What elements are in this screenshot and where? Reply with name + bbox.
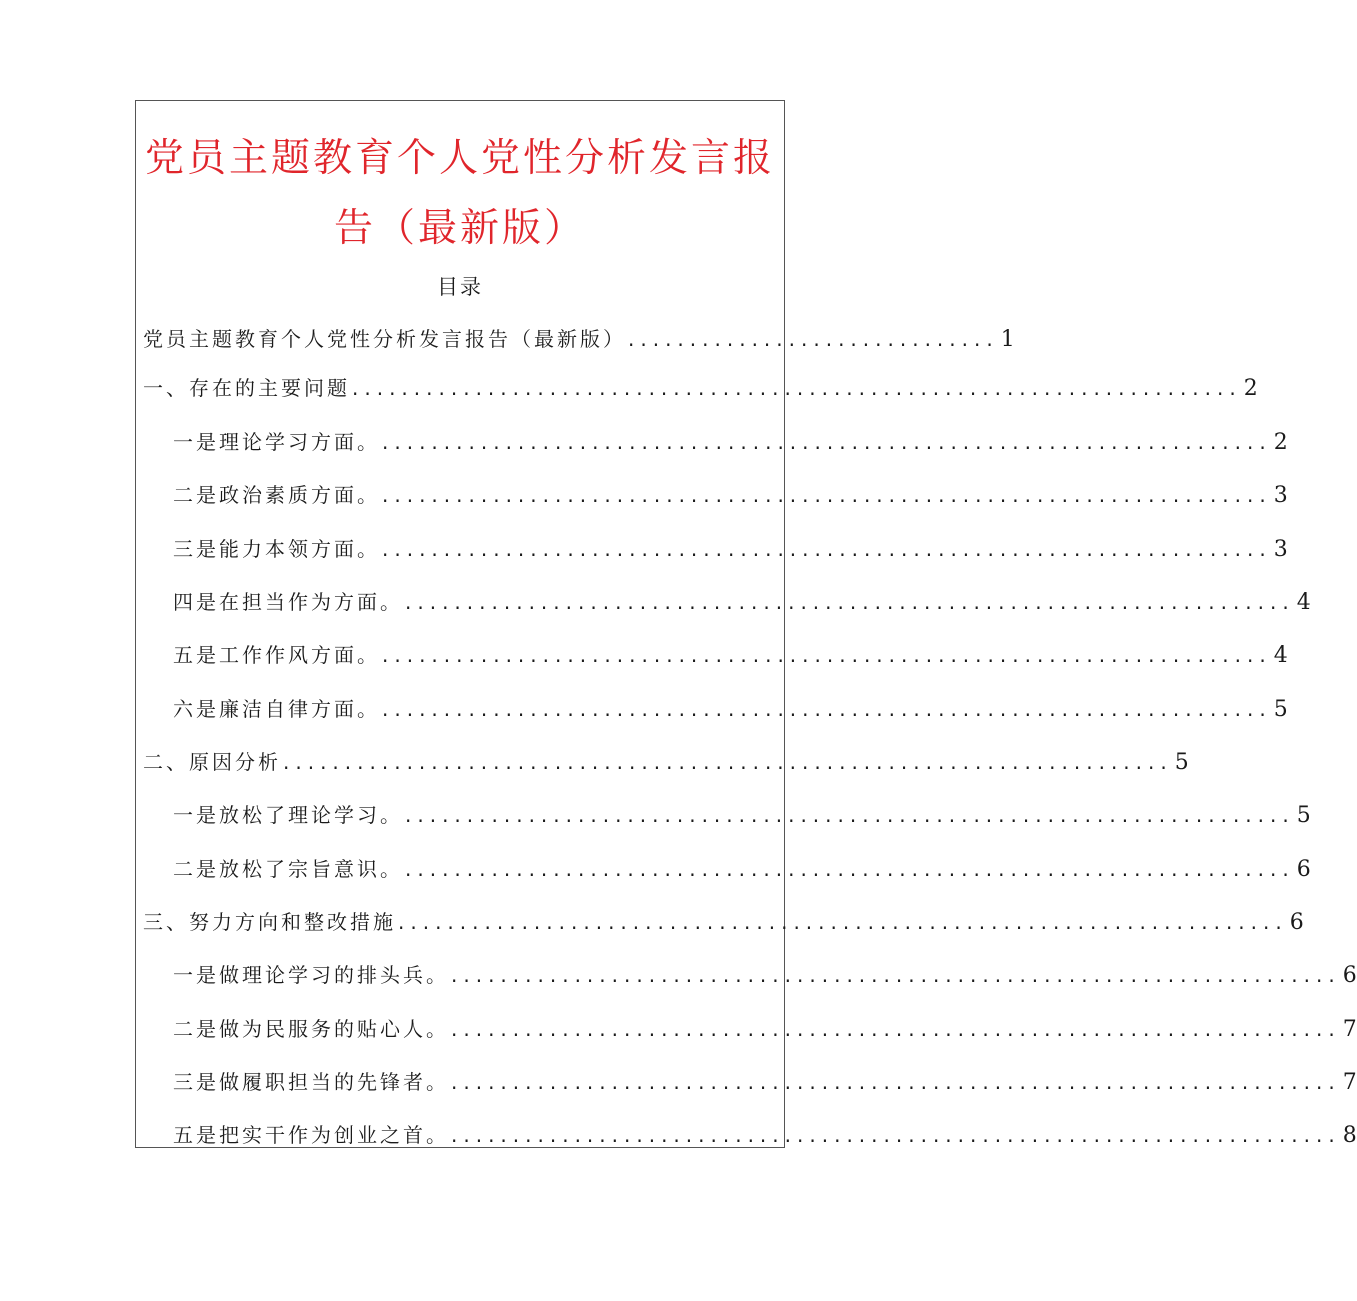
toc-entry-page: 7 <box>1342 1017 1357 1042</box>
toc-leader-dots: ........................................................................ <box>283 750 1173 774</box>
toc-entry-label: 一是做理论学习的排头兵。 <box>173 963 449 987</box>
document-title-line-2: 告（最新版） <box>333 206 586 251</box>
toc-entry-page: 5 <box>1296 803 1311 828</box>
toc-entry-page: 7 <box>1342 1070 1357 1095</box>
document-frame <box>135 100 1357 1148</box>
toc-entry-page: 6 <box>1289 910 1304 935</box>
toc-leader-dots: ........................................................................ <box>405 857 1295 881</box>
toc-leader-dots: ........................................................................ <box>451 963 1341 987</box>
toc-leader-dots: ........................................................................ <box>382 430 1272 454</box>
toc-leader-dots: .............................. <box>628 327 999 351</box>
toc-leader-dots: ........................................................................ <box>405 590 1295 614</box>
toc-entry-label: 四是在担当作为方面。 <box>173 590 403 614</box>
toc-entry[interactable] <box>143 323 1015 357</box>
toc-entry-page: 5 <box>1174 750 1189 775</box>
toc-entry-page: 2 <box>1273 430 1288 455</box>
toc-entry-page: 1 <box>1000 327 1015 352</box>
toc-heading: 目录 <box>437 275 483 299</box>
toc-entry[interactable] <box>173 586 1311 620</box>
toc-entry[interactable] <box>173 533 1288 567</box>
toc-entry-label: 二、原因分析 <box>143 750 281 774</box>
toc-entry-page: 4 <box>1296 590 1311 615</box>
toc-leader-dots: ........................................................................ <box>382 483 1272 507</box>
toc-leader-dots: ........................................................................ <box>382 643 1272 667</box>
toc-entry-page: 8 <box>1342 1123 1357 1148</box>
toc-entry[interactable] <box>143 906 1304 940</box>
toc-entry[interactable] <box>173 1013 1357 1047</box>
toc-entry[interactable] <box>173 426 1288 460</box>
toc-entry-label: 二是做为民服务的贴心人。 <box>173 1017 449 1041</box>
toc-entry-label: 一是理论学习方面。 <box>173 430 380 454</box>
toc-entry-page: 3 <box>1273 537 1288 562</box>
toc-leader-dots: ........................................................................ <box>451 1070 1341 1094</box>
toc-entry-label: 二是政治素质方面。 <box>173 483 380 507</box>
toc-entry-page: 6 <box>1342 963 1357 988</box>
toc-leader-dots: ........................................................................ <box>405 803 1295 827</box>
toc-entry-label: 一是放松了理论学习。 <box>173 803 403 827</box>
toc-entry-label: 三是做履职担当的先锋者。 <box>173 1070 449 1094</box>
toc-entry-label: 三、努力方向和整改措施 <box>143 910 396 934</box>
toc-entry[interactable] <box>173 1066 1357 1100</box>
toc-entry-label: 六是廉洁自律方面。 <box>173 697 380 721</box>
toc-entry-label: 三是能力本领方面。 <box>173 537 380 561</box>
toc-leader-dots: ........................................................................ <box>398 910 1288 934</box>
toc-entry[interactable] <box>143 746 1189 780</box>
toc-leader-dots: ........................................................................ <box>382 537 1272 561</box>
toc-entry-label: 五是把实干作为创业之首。 <box>173 1123 449 1147</box>
toc-entry-label: 一、存在的主要问题 <box>143 376 350 400</box>
toc-entry-page: 5 <box>1273 697 1288 722</box>
toc-entry-page: 2 <box>1243 376 1258 401</box>
toc-entry[interactable] <box>143 372 1258 406</box>
toc-entry[interactable] <box>173 853 1311 887</box>
toc-entry-label: 五是工作作风方面。 <box>173 643 380 667</box>
toc-entry-page: 3 <box>1273 483 1288 508</box>
toc-entry-page: 4 <box>1273 643 1288 668</box>
toc-entry[interactable] <box>173 479 1288 513</box>
toc-entry-page: 6 <box>1296 857 1311 882</box>
toc-entry[interactable] <box>173 799 1311 833</box>
toc-entry[interactable] <box>173 693 1288 727</box>
toc-entry-label: 二是放松了宗旨意识。 <box>173 857 403 881</box>
toc-entry[interactable] <box>173 639 1288 673</box>
document-title-line-1: 党员主题教育个人党性分析发言报 <box>144 136 775 181</box>
toc-entry[interactable] <box>173 1119 1357 1153</box>
toc-leader-dots: ........................................................................ <box>451 1123 1341 1147</box>
toc-entry[interactable] <box>173 959 1357 993</box>
toc-leader-dots: ........................................................................ <box>352 376 1242 400</box>
toc-entry-label: 党员主题教育个人党性分析发言报告（最新版） <box>143 327 626 351</box>
toc-leader-dots: ........................................................................ <box>382 697 1272 721</box>
toc-leader-dots: ........................................................................ <box>451 1017 1341 1041</box>
